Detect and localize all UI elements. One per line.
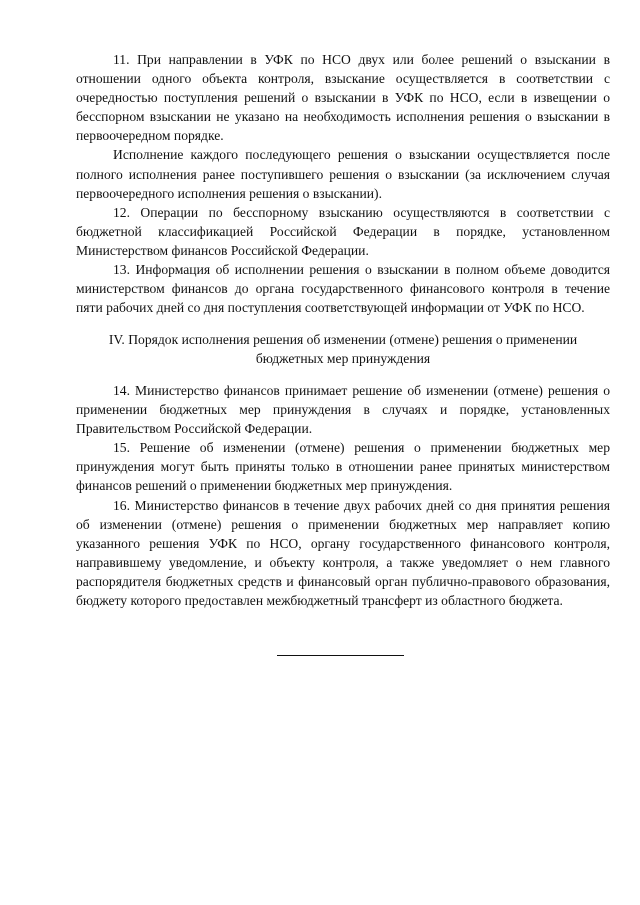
paragraphs-top — [76, 50, 610, 317]
paragraph-11-continued: Исполнение каждого последующего решения о взыскании осуществляется после полного исполнения ранее поступившего решения о взыскании (за исключением случая первоочередного исполнения решения о взыскании). — [76, 147, 610, 201]
paragraph-12: 12. Операции по бесспорному взысканию осуществляются в соответствии с бюджетной классификацией Российской Федерации в порядке, установленном Министерством финансов Российской Федерации. — [76, 204, 610, 258]
paragraph-16: 16. Министерство финансов в течение двух рабочих дней со дня принятия решения об изменении (отмене) решения о применении бюджетных мер направляет копию указанного решения УФК по НСО, органу государственного финансового контроля, направившему уведомление, и объекту контроля, а также уведомляет о нем главного распорядителя бюджетных средств и финансовый орган публично-правового образования, бюджету которого предоставлен межбюджетный трансферт из областного бюджета. — [76, 497, 610, 609]
paragraph-13: 13. Информация об исполнении решения о взыскании в полном объеме доводится министерством финансов до органа государственного финансового контроля в течение пяти рабочих дней со дня поступления соответствующей информации от УФК по НСО. — [76, 262, 610, 316]
paragraph-15: 15. Решение об изменении (отмене) решения о применении бюджетных мер принуждения могут быть приняты только в отношении ранее принятых министерством финансов решений о применении бюджетных мер принуждения. — [76, 440, 610, 494]
section-heading: IV. Порядок исполнения решения об изменении (отмене) решения о применении бюджетных мер принуждения — [108, 332, 578, 367]
paragraphs-bottom — [76, 381, 610, 610]
section-heading-block — [76, 330, 610, 368]
paragraph-14: 14. Министерство финансов принимает решение об изменении (отмене) решения о применении бюджетных мер принуждения в случаях и порядке, установленных Правительством Российской Федерации. — [76, 383, 610, 437]
end-divider-line — [277, 655, 404, 656]
paragraph-11: 11. При направлении в УФК по НСО двух или более решений о взыскании в отношении одного объекта контроля, взыскание осуществляется в соответствии с очередностью поступления решений о взыскании в УФК по НСО, если в извещении о бесспорном взыскании не указано на необходимость исполнения решения о взыскании в первоочередном порядке. — [76, 52, 610, 144]
